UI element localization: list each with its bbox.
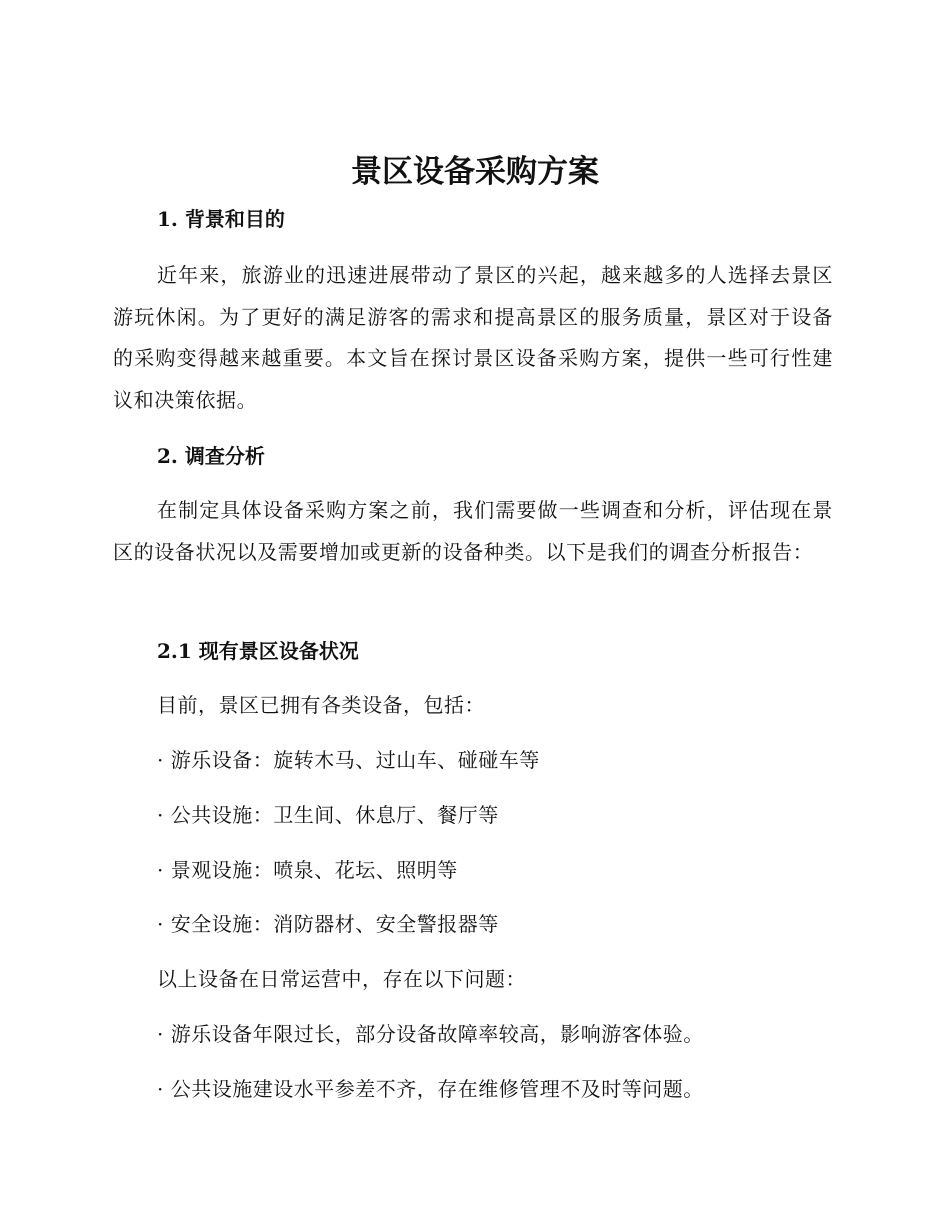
- equipment-list-item: · 公共设施：卫生间、休息厅、餐厅等: [157, 803, 499, 827]
- section-heading-background: 1. 背景和目的: [157, 207, 285, 231]
- equipment-list-item: · 安全设施：消防器材、安全警报器等: [157, 912, 499, 936]
- equipment-list-item: · 游乐设备：旋转木马、过山车、碰碰车等: [157, 748, 540, 772]
- section-heading-survey: 2. 调查分析: [157, 444, 265, 468]
- problem-list-item: · 公共设施建设水平参差不齐，存在维修管理不及时等问题。: [157, 1077, 704, 1101]
- subsection-heading-equipment-status: 2.1 现有景区设备状况: [157, 639, 359, 663]
- problems-intro: 以上设备在日常运营中，存在以下问题：: [157, 967, 526, 991]
- document-title: 景区设备采购方案: [351, 154, 599, 190]
- equipment-intro: 目前，景区已拥有各类设备，包括：: [157, 693, 485, 717]
- problem-list-item: · 游乐设备年限过长，部分设备故障率较高，影响游客体验。: [157, 1022, 704, 1046]
- equipment-list-item: · 景观设施：喷泉、花坛、照明等: [157, 858, 458, 882]
- paragraph-survey: 在制定具体设备采购方案之前，我们需要做一些调查和分析，评估现在景区的设备状况以及需要增加或更新的设备种类。以下是我们的调查分析报告：: [113, 498, 833, 564]
- paragraph-background: 近年来，旅游业的迅速进展带动了景区的兴起，越来越多的人选择去景区游玩休闲。为了更好的满足游客的需求和提高景区的服务质量，景区对于设备的采购变得越来越重要。本文旨在探讨景区设备采购方案，提供一些可行性建议和决策依据。: [113, 263, 833, 412]
